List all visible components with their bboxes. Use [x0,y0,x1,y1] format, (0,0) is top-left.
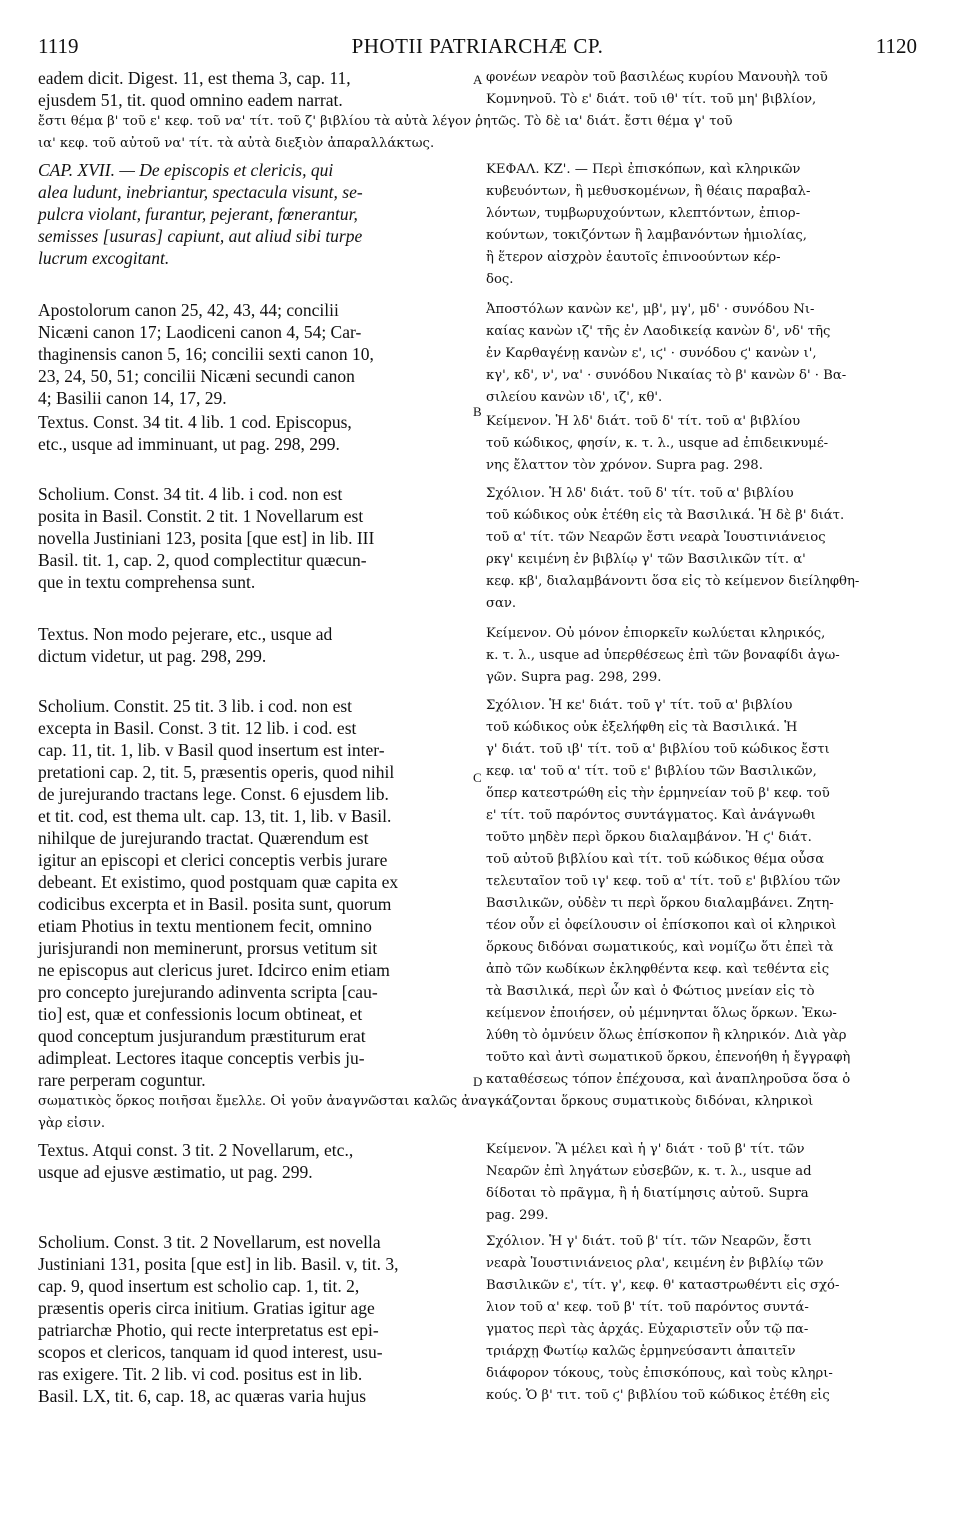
greek-line: ε' τίτ. τοῦ παρόντος συντάγματος. Καὶ ἀνάγνωθι [486,808,816,823]
greek-line: ἢ ἕτερον αἰσχρὸν ἑαυτοῖς ἐπινοούντων κέρ- [486,250,781,265]
greek-line: κεφ. κβ', διαλαμβάνοντι ὅσα εἰς τὸ κείμενον διείληφθη- [486,574,860,589]
latin-line: de jurejurando tractans lege. Const. 6 ejusdem lib. [38,784,389,804]
greek-line: τοῦτο καὶ ἀντὶ σωματικοῦ ὅρκου, ἐπενοήθη ἡ ἔγγραφὴ [486,1050,851,1065]
greek-line: ἀπὸ τῶν κωδίκων ἐκληφθέντα κεφ. καὶ τεθέντα εἰς [486,962,830,977]
latin-italic: alea ludunt, inebriantur, spectacula visunt, se- [38,182,363,202]
greek-full-line: σωματικὸς ὅρκος ποιῆσαι ἔμελλε. Οἱ γοῦν ἀναγνῶσται καλῶς ἀναγκάζονται ὅρκους συματικοὺς διδόναι, κληρικοὶ [38,1094,814,1109]
greek-line: ρκγ' κειμένη ἐν βιβλίῳ γ' τῶν Βασιλικῶν τίτ. α' [486,552,806,567]
latin-line: pro concepto jurejurando adinventa scripta [cau- [38,982,378,1002]
greek-full-line: γὰρ εἰσιν. [38,1116,106,1131]
latin-line: Textus. Const. 34 tit. 4 lib. 1 cod. Episcopus, [38,412,352,432]
latin-line: ras exigere. Tit. 2 lib. vi cod. positus est in lib. [38,1364,363,1384]
latin-line: præsentis operis circa initium. Gratias igitur age [38,1298,375,1318]
greek-line: κυβευόντων, ἢ μεθυσκομένων, ἢ θέαις παραβαλ- [486,184,811,199]
latin-italic: lucrum excogitant. [38,248,170,268]
latin-line: et tit. cod, est thema ult. cap. 13, tit. 1, lib. v Basil. [38,806,392,826]
latin-line: igitur an episcopi et clerici conceptis verbis jurare [38,850,388,870]
greek-line: τοῦ αὐτοῦ βιβλίου καὶ τίτ. τοῦ κώδικος θέμα οὖσα [486,852,825,867]
chapter-heading [38,160,333,180]
greek-line: Βασιλικῶν, οὐδὲν τι περὶ ὅρκου διαλαμβάνει. Ζητη- [486,896,834,911]
latin-line: Nicæni canon 17; Laodiceni canon 4, 54; Car- [38,322,362,342]
latin-line: cap. 9, quod insertum est scholio cap. 1, tit. 2, [38,1276,360,1296]
greek-line: λιον τοῦ α' κεφ. τοῦ β' τίτ. τοῦ παρόντος συντά- [486,1300,809,1315]
latin-line: quod conceptum jusjurandum præstiturum erat [38,1026,366,1046]
greek-line: γματος περὶ τὰς ἀρχάς. Εὐχαριστεῖν οὖν τῷ πα- [486,1322,809,1337]
greek-line: τοῦ κώδικος οὐκ ἐξελήφθη εἰς τὰ Βασιλικά. Ἡ [486,720,798,735]
greek-line: Σχόλιον. Ἡ λδ' διάτ. τοῦ δ' τίτ. τοῦ α' βιβλίου [486,486,794,501]
greek-line: τριάρχῃ Φωτίῳ καλῶς ἑρμηνεύσαντι ἀπαιτεῖν [486,1344,796,1359]
latin-line: excepta in Basil. Const. 3 tit. 12 lib. i cod. est [38,718,357,738]
latin-line: Textus. Non modo pejerare, etc., usque ad [38,624,333,644]
greek-line: σιλείου κανὼν ιδ', ιζ', κθ'. [486,390,663,405]
greek-line: νεαρὰ Ἰουστινιάνειος ρλα', κειμένη ἐν βιβλίῳ τῶν [486,1256,824,1271]
greek-line: τοῦ κώδικος οὐκ ἐτέθη εἰς τὰ Βασιλικά. Ἡ δὲ β' διάτ. [486,508,845,523]
latin-line: rare perperam coguntur. [38,1070,206,1090]
greek-line: Κείμενον. Οὐ μόνον ἐπιορκεῖν κωλύεται κληρικός, [486,626,826,641]
margin-marker-a: A [473,72,483,87]
latin-line: novella Justiniani 123, posita [que est] in lib. III [38,528,375,548]
greek-line: δίδοται τὸ πρᾶγμα, ἢ ἡ διατίμησις αὐτοῦ. Supra [486,1186,809,1201]
greek-line: τελευταῖον τοῦ ιγ' κεφ. τοῦ α' τίτ. τοῦ ε' βιβλίου τῶν [486,874,841,889]
latin-line: adimpleat. Lectores itaque conceptis verbis ju- [38,1048,365,1068]
greek-full-line: ἔστι θέμα β' τοῦ ε' κεφ. τοῦ να' τίτ. τοῦ ζ' βιβλίου τὰ αὐτὰ λέγον ῥητῶς. Τὸ δὲ ια' διάτ. ἔστι θέμα γ' τοῦ [38,114,733,129]
greek-line: κούντων, τοκιζόντων ἢ λαμβανόντων ἡμιολίας, [486,228,807,243]
greek-line: Βασιλικῶν ε', τίτ. γ', κεφ. θ' καταστρωθέντι εἰς σχό- [486,1278,840,1293]
greek-line: λύθη τὸ ὀμνύειν ὅλως ἐπίσκοπον ἢ κληρικόν. Διὰ γὰρ [486,1028,847,1043]
latin-line: thaginensis canon 5, 16; concilii sexti canon 10, [38,344,374,364]
greek-line: ὅπερ κατεστρώθη εἰς τὴν ἑρμηνείαν τοῦ β' κεφ. τοῦ [486,786,830,801]
greek-line: γῶν. Supra pag. 298, 299. [486,670,662,685]
latin-line: Basil. LX, tit. 6, cap. 18, ac quæras varia hujus [38,1386,367,1406]
chapter-heading-text: CAP. XVII. — De episcopis et clericis, qui [38,160,334,180]
running-title: PHOTII PATRIARCHÆ CP. [351,34,604,58]
latin-line [38,204,358,224]
greek-line: καταθέσεως τόπον ἐπέχουσα, καὶ ἀναπληροῦσα ὅσα ὁ [486,1072,851,1087]
greek-line: τοῦ κώδικος, φησίν, κ. τ. λ., usque ad ἐπιδεικνυμέ- [486,436,829,451]
latin-line: ejusdem 51, tit. quod omnino eadem narrat. [38,90,343,110]
latin-line: tio] est, quæ et confessionis locum obtineat, et [38,1004,363,1024]
running-header [38,34,917,64]
greek-line: νης ἔλαττον τὸν χρόνον. Supra pag. 298. [486,458,763,473]
greek-line: λόντων, τυμβωρυχούντων, κλεπτόντων, ἐπιορ- [486,206,801,221]
greek-line: κ. τ. λ., usque ad ὑπερθέσεως ἐπὶ τῶν βοναφίδι ἀγω- [486,648,840,663]
greek-line: pag. 299. [486,1208,549,1223]
latin-line: pretationi cap. 2, tit. 5, præsentis operis, quod nihil [38,762,395,782]
greek-line: γ' διάτ. τοῦ ιβ' τίτ. τοῦ α' βιβλίου τοῦ κώδικος ἔστι [486,742,830,757]
greek-line: τέον οὖν εἰ ὀφείλουσιν οἱ ἐπίσκοποι καὶ οἱ κληρικοὶ [486,918,837,933]
greek-line: ἐν Καρθαγένῃ κανὼν ε', ιϛ' · συνόδου ϛ' κανὼν ι', [486,346,817,361]
greek-line: Κείμενον. Ἡ λδ' διάτ. τοῦ δ' τίτ. τοῦ α' βιβλίου [486,414,801,429]
greek-line: ὅρκους διδόναι σωματικούς, καὶ νομίζω ὅτι ἐπεὶ τὰ [486,940,834,955]
latin-line: Apostolorum canon 25, 42, 43, 44; concilii [38,300,339,320]
margin-marker-d: D [473,1074,483,1089]
latin-line [38,226,362,246]
margin-marker-b: B [473,404,482,419]
greek-line: κούς. Ὁ β' τιτ. τοῦ ϛ' βιβλίου τοῦ κώδικος ἐτέθη εἰς [486,1388,830,1403]
greek-chapter-heading: ΚΕΦΑΛ. ΚΖ'. — Περὶ ἐπισκόπων, καὶ κληρικῶν [486,162,801,177]
latin-line: cap. 11, tit. 1, lib. v Basil quod insertum est inter- [38,740,385,760]
latin-line [38,248,169,268]
greek-line: φονέων νεαρὸν τοῦ βασιλέως κυρίου Μανουὴλ τοῦ [486,70,828,85]
latin-line: Justiniani 131, posita [que est] in lib. Basil. v, tit. 3, [38,1254,399,1274]
latin-line: codicibus excerpta et in Basil. posita sunt, quorum [38,894,392,914]
greek-line: Σχόλιον. Ἡ κε' διάτ. τοῦ γ' τίτ. τοῦ α' βιβλίου [486,698,793,713]
greek-line: τοῦτο μηδὲν περὶ ὅρκου διαλαμβάνον. Ἡ ϛ' διάτ. [486,830,812,845]
greek-line: Κομνηνοῦ. Τὸ ε' διάτ. τοῦ ιθ' τίτ. τοῦ μη' βιβλίον, [486,92,817,107]
latin-line: Scholium. Const. 3 tit. 2 Novellarum, est novella [38,1232,381,1252]
greek-line: Ἀποστόλων κανὼν κε', μβ', μγ', μδ' · συνόδου Νι- [486,302,815,317]
latin-line: que in textu comprehensa sunt. [38,572,256,592]
latin-line: jurisjurandi non meminerunt, prorsus vetitum sit [38,938,378,958]
latin-line: etc., usque ad imminuant, ut pag. 298, 299. [38,434,340,454]
latin-italic: semisses [usuras] capiunt, aut aliud sibi turpe [38,226,363,246]
greek-line: κγ', κδ', ν', να' · συνόδου Νικαίας τὸ β' κανὼν δ' · Βα- [486,368,847,383]
greek-line: τὰ Βασιλικά, περὶ ὧν καὶ ὁ Φώτιος μνείαν εἰς τὸ [486,984,815,999]
latin-line [38,182,363,202]
margin-marker-c: C [473,770,482,785]
greek-line: κεφ. ια' τοῦ α' τίτ. τοῦ ε' βιβλίου τῶν Βασιλικῶν, [486,764,817,779]
latin-line: 23, 24, 50, 51; concilii Nicæni secundi canon [38,366,355,386]
greek-line: Κείμενον. Ἃ μέλει καὶ ἡ γ' διάτ · τοῦ β' τίτ. τῶν [486,1142,805,1157]
latin-line: etiam Photius in textu mentionem fecit, omnino [38,916,372,936]
latin-line: dictum videtur, ut pag. 298, 299. [38,646,267,666]
greek-line: διάφορον τόκους, τοὺς ἐπισκόπους, καὶ τοὺς κληρι- [486,1366,833,1381]
latin-line: posita in Basil. Constit. 2 tit. 1 Novellarum est [38,506,364,526]
latin-line: Textus. Atqui const. 3 tit. 2 Novellarum, etc., [38,1140,354,1160]
latin-line: ne episcopus aut clericus juret. Idcirco enim etiam [38,960,390,980]
greek-full-line: ια' κεφ. τοῦ αὐτοῦ να' τίτ. τὰ αὐτὰ διεξιὸν ἀπαραλλάκτως. [38,136,435,151]
latin-line: Scholium. Constit. 25 tit. 3 lib. i cod. non est [38,696,353,716]
latin-line: eadem dicit. Digest. 11, est thema 3, cap. 11, [38,68,351,88]
page-number-left: 1119 [38,34,79,58]
latin-line: scopos et clericos, tanquam id quod interest, usu- [38,1342,383,1362]
latin-line: debeant. Et existimo, quod postquam quæ capita ex [38,872,399,892]
greek-line: σαν. [486,596,517,611]
greek-line: Σχόλιον. Ἡ γ' διάτ. τοῦ β' τίτ. τῶν Νεαρῶν, ἔστι [486,1234,812,1249]
latin-line: 4; Basilii canon 14, 17, 29. [38,388,227,408]
latin-line: Scholium. Const. 34 tit. 4 lib. i cod. non est [38,484,343,504]
greek-line: κείμενον ἐποιήσεν, οὐ μέμνηνται ὅλως ὅρκων. Ἐκω- [486,1006,837,1021]
greek-line: Νεαρῶν ἐπὶ ληγάτων εὐσεβῶν, κ. τ. λ., usque ad [486,1164,812,1179]
page-number-right: 1120 [875,34,917,58]
latin-line: Basil. tit. 1, cap. 2, quod complectitur quæcun- [38,550,367,570]
latin-line: nihilque de jurejurando tractat. Quærendum est [38,828,369,848]
greek-line: καίας κανὼν ιζ' τῆς ἐν Λαοδικείᾳ κανὼν δ', νδ' τῆς [486,324,831,339]
latin-line: patriarchæ Photio, qui recte interpretatus est epi- [38,1320,379,1340]
greek-line: δος. [486,272,514,287]
latin-italic: pulcra violant, furantur, pejerant, fœnerantur, [38,204,358,224]
greek-line: τοῦ α' τίτ. τῶν Νεαρῶν ἔστι νεαρὰ Ἰουστινιάνειος [486,530,826,545]
latin-line: usque ad ejusve æstimatio, ut pag. 299. [38,1162,313,1182]
